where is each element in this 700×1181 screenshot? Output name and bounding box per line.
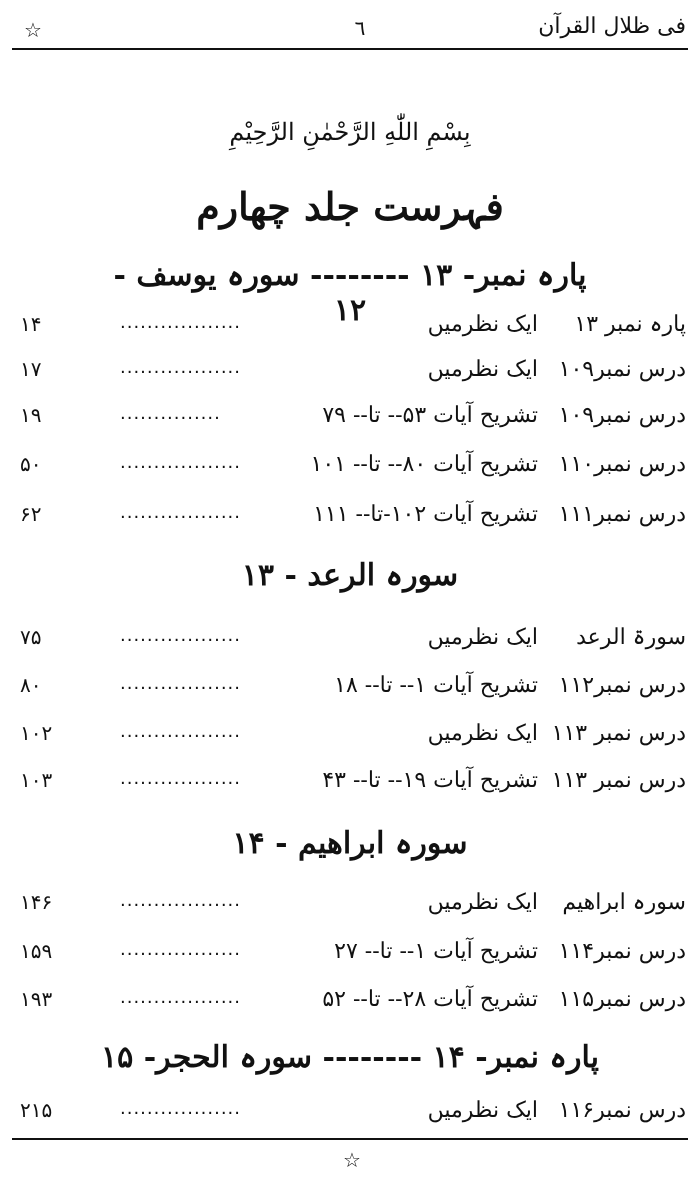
page-number: ٦: [354, 16, 366, 40]
entry-label: درس نمبر ۱۱۳: [551, 768, 686, 793]
section-heading: سورہ الرعد - ۱۳: [241, 558, 459, 593]
entry-leader-dots: ..................: [120, 502, 241, 523]
entry-leader-dots: ..................: [120, 768, 241, 789]
entry-description: ایک نظرمیں: [427, 1098, 538, 1123]
entry-label: سورہ ابراھیم: [562, 890, 686, 915]
entry-page-number: ۶۲: [20, 502, 42, 526]
entry-page-number: ۱۹۳: [20, 987, 53, 1011]
entry-page-number: ۵۰: [20, 452, 42, 476]
entry-label: درس نمبر۱۰۹: [558, 403, 686, 428]
toc-entry: [0, 312, 700, 352]
toc-entry: [0, 673, 700, 713]
entry-leader-dots: ..................: [120, 673, 241, 694]
entry-description: تشریح آیات ۱۰۲-تا-- ۱۱۱: [313, 502, 538, 527]
entry-description: ایک نظرمیں: [427, 721, 538, 746]
entry-label: درس نمبر۱۱۲: [558, 673, 686, 698]
toc-entry: [0, 502, 700, 542]
entry-page-number: ۱۰۲: [20, 721, 53, 745]
toc-entry: [0, 357, 700, 397]
entry-description: ایک نظرمیں: [427, 890, 538, 915]
footer-star-icon: ☆: [343, 1148, 361, 1172]
entry-leader-dots: ..................: [120, 939, 241, 960]
entry-leader-dots: ..................: [120, 987, 241, 1008]
entry-description: ایک نظرمیں: [427, 312, 538, 337]
entry-leader-dots: ..................: [120, 312, 241, 333]
entry-page-number: ۲۱۵: [20, 1098, 53, 1122]
entry-page-number: ۱۹: [20, 403, 42, 427]
toc-entry: [0, 625, 700, 665]
entry-description: تشریح آیات ۲۸-- تا-- ۵۲: [322, 987, 538, 1012]
entry-description: ایک نظرمیں: [427, 625, 538, 650]
entry-leader-dots: ..................: [120, 625, 241, 646]
entry-leader-dots: ..................: [120, 721, 241, 742]
toc-entry: [0, 768, 700, 808]
entry-description: تشریح آیات ۸۰-- تا-- ۱۰۱: [310, 452, 538, 477]
entry-page-number: ۱۷: [20, 357, 42, 381]
page-title: فہرست جلد چھارم: [196, 184, 504, 229]
entry-page-number: ۸۰: [20, 673, 42, 697]
section-heading: پارہ نمبر- ۱۴ -------- سورہ الحجر- ۱۵: [101, 1040, 599, 1075]
entry-label: درس نمبر۱۱۱: [558, 502, 686, 527]
entry-label: پارہ نمبر ۱۳: [574, 312, 686, 337]
section-heading: پارہ نمبر- ۱۳ -------- سورہ یوسف - ۱۲: [113, 258, 587, 328]
entry-leader-dots: ..................: [120, 1098, 241, 1119]
entry-page-number: ۷۵: [20, 625, 42, 649]
toc-entry: [0, 403, 700, 443]
entry-description: تشریح آیات ۱۹-- تا-- ۴۳: [322, 768, 538, 793]
entry-leader-dots: ...............: [120, 403, 221, 424]
entry-leader-dots: ..................: [120, 452, 241, 473]
entry-leader-dots: ..................: [120, 357, 241, 378]
footer-rule: [12, 1138, 688, 1140]
entry-description: ایک نظرمیں: [427, 357, 538, 382]
entry-label: درس نمبر۱۱۰: [558, 452, 686, 477]
entry-page-number: ۱۵۹: [20, 939, 53, 963]
entry-label: درس نمبر۱۱۵: [558, 987, 686, 1012]
entry-page-number: ۱۴۶: [20, 890, 53, 914]
toc-entry: [0, 721, 700, 761]
entry-label: سورۃ الرعد: [576, 625, 686, 650]
entry-description: تشریح آیات ۱-- تا-- ۲۷: [334, 939, 538, 964]
entry-leader-dots: ..................: [120, 890, 241, 911]
header-rule: [12, 48, 688, 50]
entry-label: درس نمبر۱۱۴: [558, 939, 686, 964]
entry-description: تشریح آیات ۵۳-- تا-- ۷۹: [322, 403, 538, 428]
entry-label: درس نمبر۱۱۶: [558, 1098, 686, 1123]
entry-label: درس نمبر۱۰۹: [558, 357, 686, 382]
toc-entry: [0, 1098, 700, 1138]
entry-page-number: ۱۴: [20, 312, 42, 336]
toc-entry: [0, 939, 700, 979]
toc-entry: [0, 987, 700, 1027]
toc-entry: [0, 452, 700, 492]
toc-entry: [0, 890, 700, 930]
running-header-title: فی ظلال القرآن: [538, 14, 686, 39]
section-heading: سورہ ابراھیم - ۱۴: [232, 826, 468, 861]
entry-label: درس نمبر ۱۱۳: [551, 721, 686, 746]
entry-page-number: ۱۰۳: [20, 768, 53, 792]
header-star-icon: ☆: [24, 18, 42, 42]
bismillah: بِسْمِ اللّٰهِ الرَّحْمٰنِ الرَّحِيْمِ: [229, 118, 471, 146]
entry-description: تشریح آیات ۱-- تا-- ۱۸: [334, 673, 538, 698]
